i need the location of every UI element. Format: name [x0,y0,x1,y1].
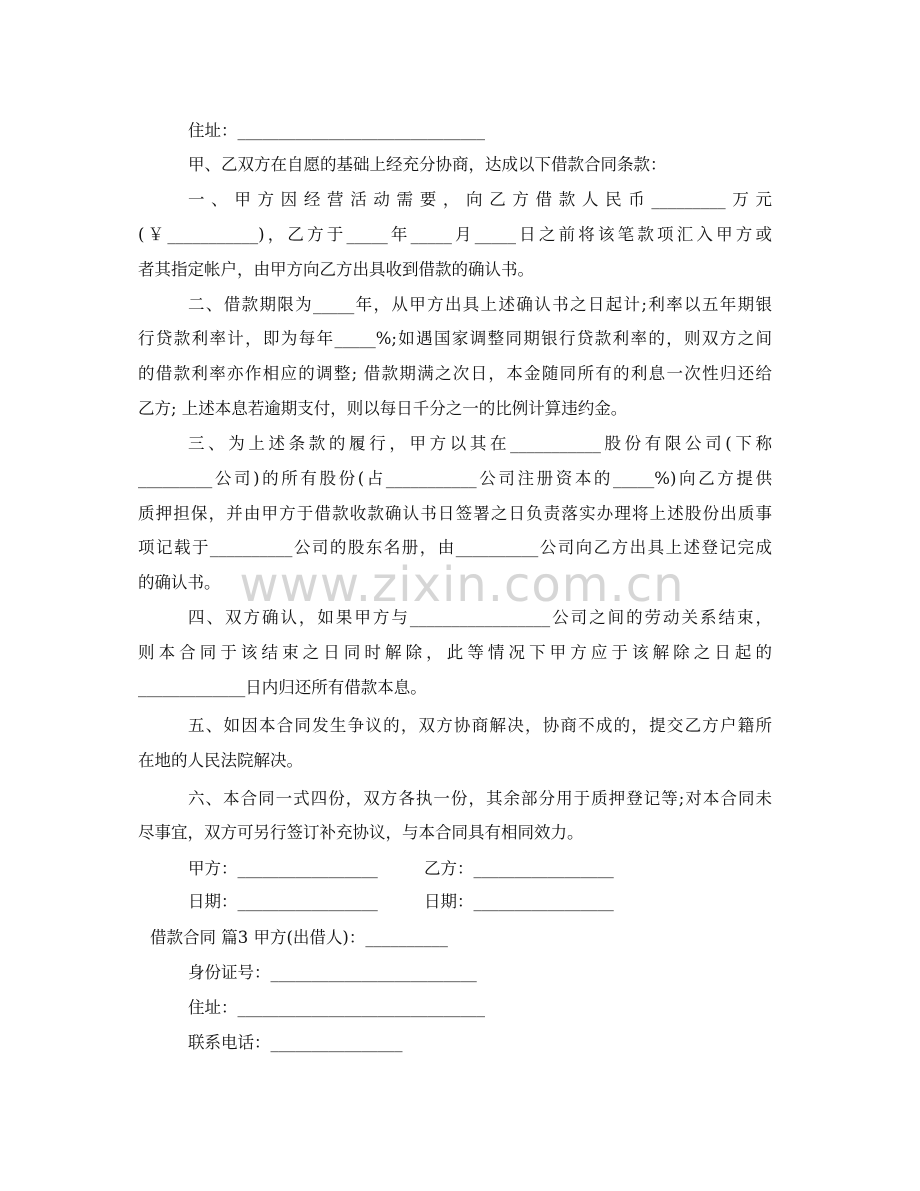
clause-3-line-1: 三、为上述条款的履行，甲方以其在___________股份有限公司(下称 [188,434,772,453]
party-b-signature: 乙方：_________________ [424,859,614,878]
clause-3-line-5: 的确认书。 [138,573,221,592]
party-b-date: 日期：_________________ [424,892,614,911]
clause-1-line-2: (￥___________)，乙方于_____年_____月_____日之前将该笔款项汇入甲方或 [138,225,772,244]
phone-line: 联系电话：________________ [188,1033,403,1052]
clause-4-line-3: _____________日内归还所有借款本息。 [138,678,427,697]
clause-5-line-1: 五、如因本合同发生争议的，双方协商解决，协商不成的，提交乙方户籍所 [188,716,772,735]
address-line-2: 住址：______________________________ [188,998,485,1017]
clause-1-line-1: 一、甲方因经营活动需要，向乙方借款人民币_________万元 [188,190,772,209]
clause-5-line-2: 在地的人民法院解决。 [138,751,303,770]
watermark: www.zixin.com.cn [239,557,685,613]
preamble: 甲、乙双方在自愿的基础上经充分协商，达成以下借款合同条款： [188,155,667,174]
clause-2-line-3: 的借款利率亦作相应的调整; 借款期满之次日，本金随同所有的利息一次性归还给 [138,364,772,383]
address-line: 住址：______________________________ [188,121,485,140]
clause-6-line-1: 六、本合同一式四份，双方各执一份，其余部分用于质押登记等;对本合同未 [188,789,772,808]
party-a-signature: 甲方：_________________ [188,859,378,878]
section-heading: 借款合同 篇3 甲方(出借人)：__________ [150,928,448,947]
party-a-date: 日期：_________________ [188,892,378,911]
clause-2-line-1: 二、借款期限为_____年，从甲方出具上述确认书之日起计;利率以五年期银 [188,295,772,314]
clause-6-line-2: 尽事宜，双方可另行签订补充协议，与本合同具有相同效力。 [138,823,584,842]
clause-3-line-4: 项记载于__________公司的股东名册，由__________公司向乙方出具上述登记完成 [138,538,772,557]
clause-3-line-2: _________公司)的所有股份(占___________公司注册资本的_____%)向乙方提供 [138,469,772,488]
clause-2-line-4: 乙方; 上述本息若逾期支付，则以每日千分之一的比例计算违约金。 [138,399,628,418]
clause-4-line-1: 四、双方确认，如果甲方与_________________公司之间的劳动关系结束， [188,608,772,627]
clause-1-line-3: 者其指定帐户，由甲方向乙方出具收到借款的确认书。 [138,260,534,279]
id-number-line: 身份证号：_________________________ [188,963,477,982]
clause-4-line-2: 则本合同于该结束之日同时解除，此等情况下甲方应于该解除之日起的 [138,643,772,662]
clause-2-line-2: 行贷款利率计，即为每年_____%;如遇国家调整同期银行贷款利率的，则双方之间 [138,329,772,348]
clause-3-line-3: 质押担保，并由甲方于借款收款确认书日签署之日负责落实办理将上述股份出质事 [138,504,772,523]
